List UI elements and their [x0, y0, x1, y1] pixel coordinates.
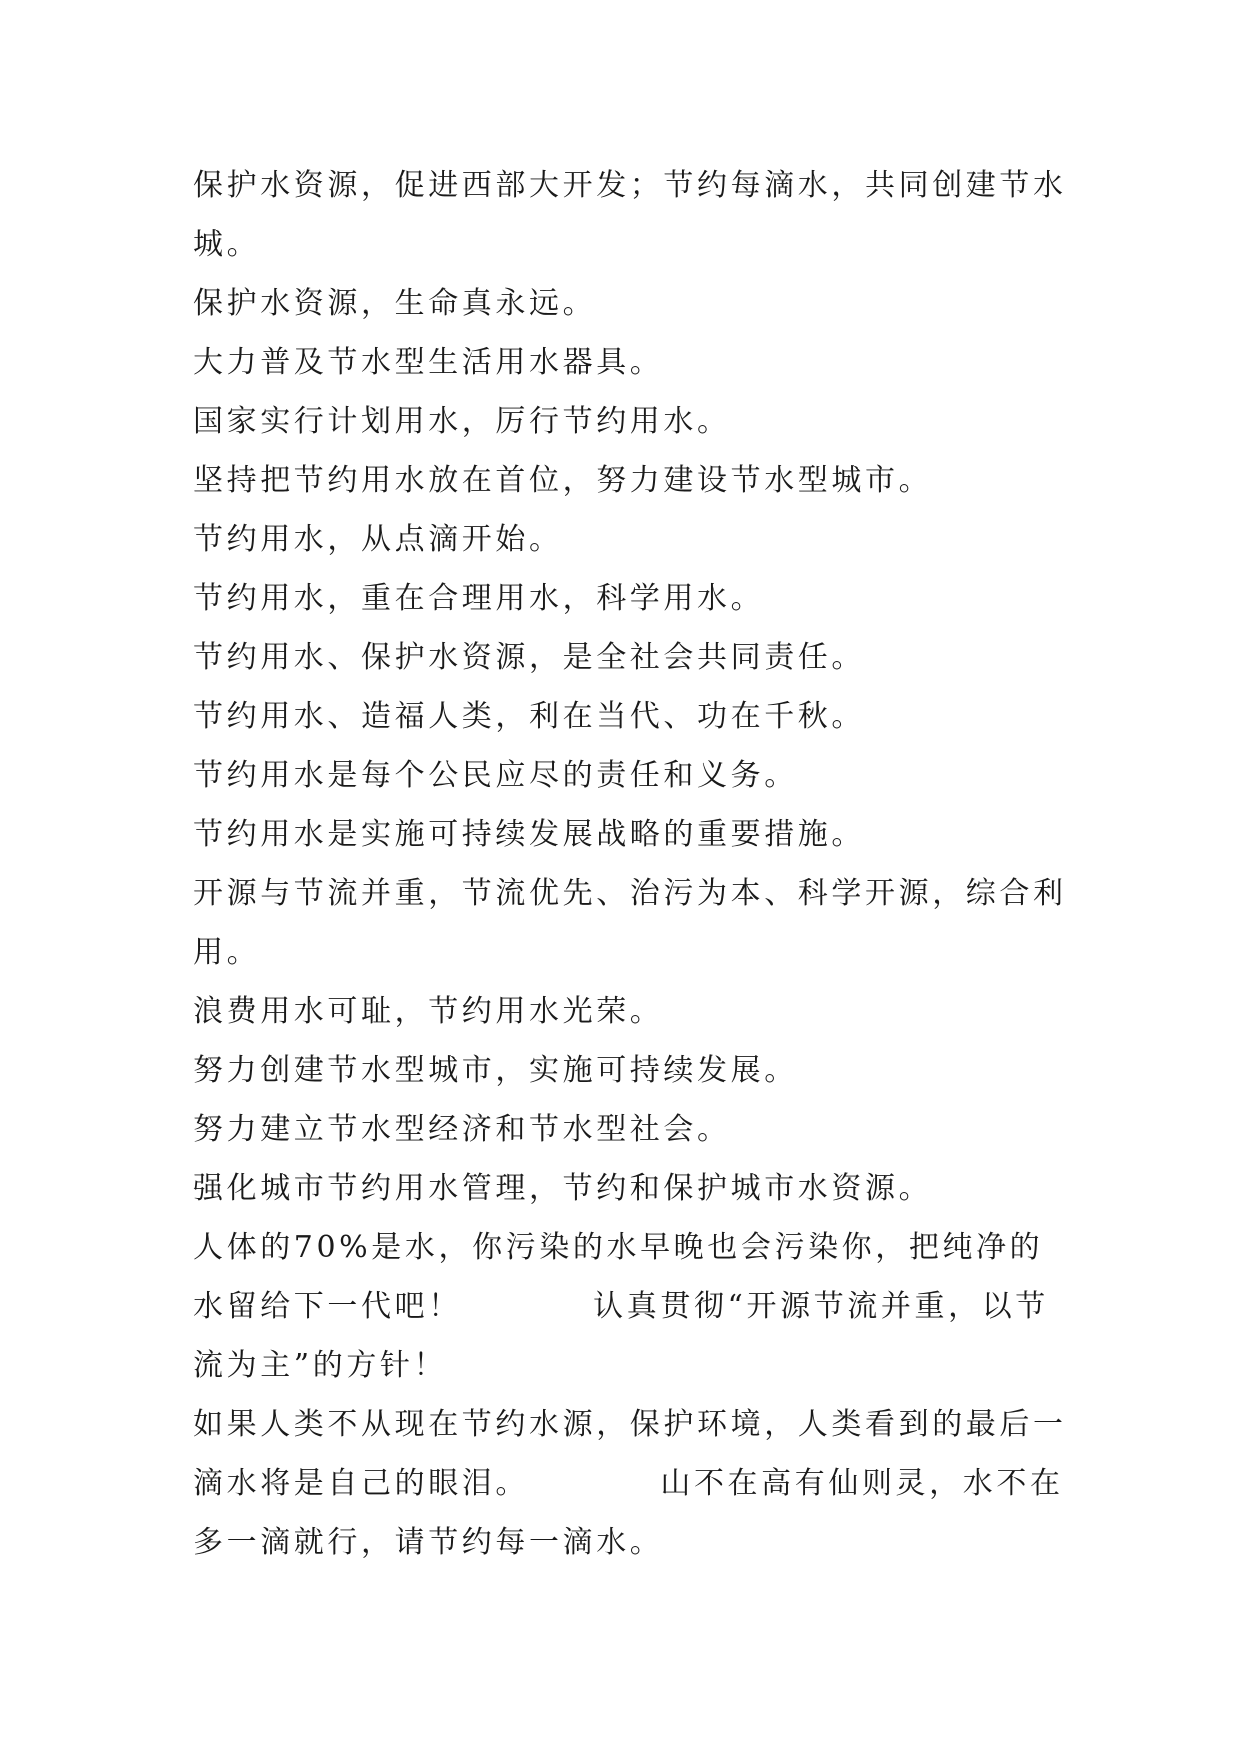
slogan-paragraph: 节约用水是每个公民应尽的责任和义务。 [193, 758, 798, 793]
slogan-paragraph: 浪费用水可耻，节约用水光荣。 [193, 994, 664, 1029]
slogan-paragraph: 节约用水，从点滴开始。 [193, 522, 563, 557]
slogan-paragraph: 强化城市节约用水管理，节约和保护城市水资源。 [193, 1171, 933, 1206]
slogan-paragraph: 如果人类不从现在节约水源，保护环境，人类看到的最后一滴水将是自己的眼泪。 山不在高有仙则灵，水不在多一滴就行，请节约每一滴水。 [193, 1407, 1067, 1560]
slogan-paragraph: 努力建立节水型经济和节水型社会。 [193, 1112, 731, 1147]
slogan-paragraph: 国家实行计划用水，厉行节约用水。 [193, 404, 731, 439]
slogan-paragraph: 坚持把节约用水放在首位，努力建设节水型城市。 [193, 463, 933, 498]
slogan-paragraph: 节约用水、造福人类，利在当代、功在千秋。 [193, 699, 865, 734]
slogan-paragraph: 节约用水、保护水资源，是全社会共同责任。 [193, 640, 865, 675]
slogan-paragraph: 开源与节流并重，节流优先、治污为本、科学开源，综合利用。 [193, 876, 1067, 970]
slogan-paragraph: 大力普及节水型生活用水器具。 [193, 345, 664, 380]
slogan-paragraph: 节约用水是实施可持续发展战略的重要措施。 [193, 817, 865, 852]
slogan-paragraph: 努力创建节水型城市，实施可持续发展。 [193, 1053, 798, 1088]
document-body [193, 156, 1073, 1572]
slogan-paragraph: 人体的70%是水，你污染的水早晚也会污染你，把纯净的水留给下一代吧！ 认真贯彻“开源节流并重，以节流为主”的方针！ [193, 1230, 1049, 1383]
slogan-paragraph: 保护水资源，生命真永远。 [193, 286, 597, 321]
slogan-paragraph: 保护水资源，促进西部大开发；节约每滴水，共同创建节水城。 [193, 168, 1067, 262]
slogan-paragraph: 节约用水，重在合理用水，科学用水。 [193, 581, 765, 616]
